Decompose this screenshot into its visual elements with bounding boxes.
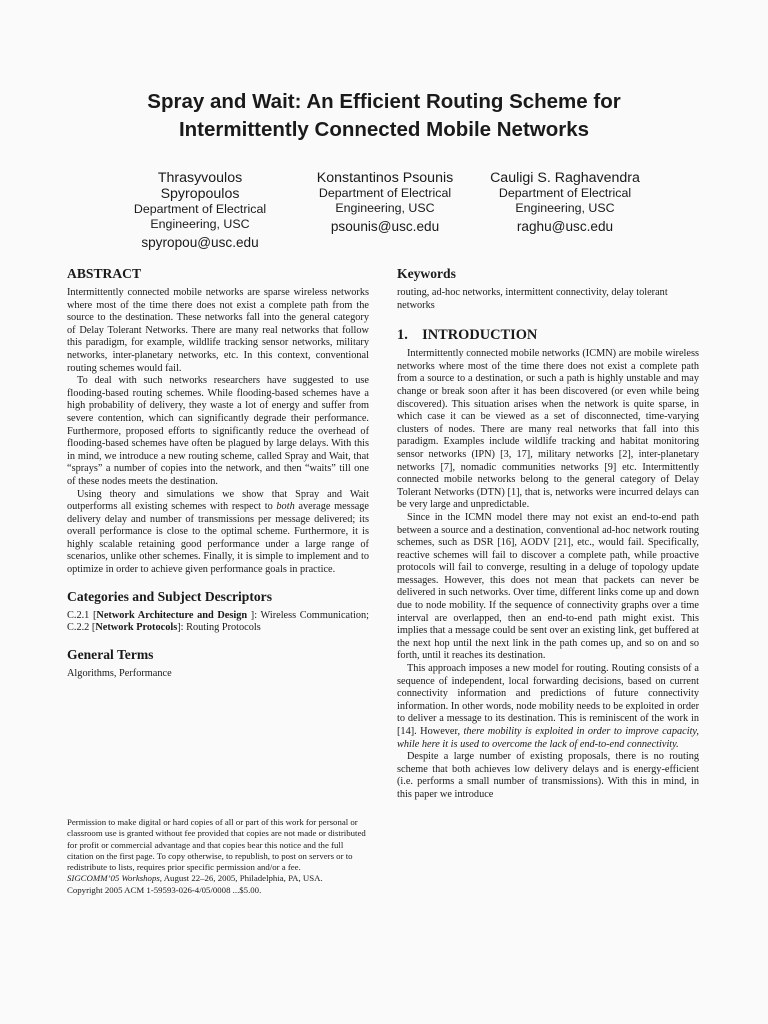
introduction-paragraph: Intermittently connected mobile networks (ICMN) are mobile wireless networks where most of the time there does not exist a complete path from a source to a destination, or such a path is highly unstable and may change or break soon after it has been discovered (or even while being discovered). This situation arises when the network is quite sparse, in which case it can be viewed as a set of disconnected, time-varying clusters of nodes. There are many real networks that fall into this paradigm. Examples include wildlife tracking and habitat monitoring sensor networks (IPN) [3, 17], military networks [2], inter-planetary networks [7], nomadic communities networks [9] etc. Intermittently connected mobile networks belong to the general category of Delay Tolerant Networks (DTN) [1], that is, networks were incurred delays can be very large and unpredictable. <box>397 348 699 511</box>
keywords-heading: Keywords <box>397 266 456 281</box>
author-affiliation-cont: Engineering, USC <box>335 201 435 215</box>
author-name: Thrasyvoulos <box>157 170 243 186</box>
abstract-paragraph: Intermittently connected mobile networks are sparse wireless networks where most of the time there does not exist a complete path from the source to the destination. These networks fall into the general category of Delay Tolerant Networks. There are many real networks that follow this paradigm, for example, wildlife tracking sensor networks, military networks, inter-planetary networks, etc. In this context, conventional routing schemes would fail. <box>67 287 369 374</box>
author-block-3 <box>483 170 647 235</box>
introduction-paragraph: Despite a large number of existing proposals, there is no routing scheme that both achieves low delivery delays and is energy-efficient (i.e. performs a small number of transmissions). With this in mind, in this paper we introduce <box>397 751 699 800</box>
paper-title <box>0 88 768 144</box>
author-block-2 <box>303 170 467 235</box>
footnote-permission: Permission to make digital or hard copies of all or part of this work for personal or classroom use is granted without fee provided that copies are not made or distributed for profit or commercial advantage and that copies bear this notice and the full citation on the first page. To copy otherwise, to republish, to post on servers or to redistribute to lists, requires prior specific permission and/or a fee. <box>67 817 366 873</box>
abstract-paragraph: Using theory and simulations we show that Spray and Wait outperforms all existing schemes with respect to both average message delivery delay and number of transmissions per message delivered; its overall performance is close to the optimal scheme. Furthermore, it is highly scalable retaining good performance under a large range of scenarios, unlike other schemes. Finally, it is simple to implement and to optimize in order to achieve given performance goals in practice. <box>67 488 369 576</box>
general-terms-text: Algorithms, Performance <box>67 667 172 679</box>
author-affiliation-cont: Engineering, USC <box>150 217 250 231</box>
introduction-heading: 1. INTRODUCTION <box>397 327 538 344</box>
footnote-venue: SIGCOMM’05 Workshops, August 22–26, 2005, Philadelphia, PA, USA. <box>67 873 323 884</box>
categories-text: C.2.1 [Network Architecture and Design ]: Wireless Communication; C.2.2 [Network Protocols]: Routing Protocols <box>67 609 370 634</box>
author-affiliation: Department of Electrical <box>498 186 632 200</box>
permission-footnote <box>67 817 369 896</box>
right-column <box>397 265 699 802</box>
general-terms-heading: General Terms <box>67 646 154 662</box>
abstract-paragraph: To deal with such networks researchers have suggested to use flooding-based routing schemes. While flooding-based schemes have a high probability of delivery, they waste a lot of energy and suffer from severe contention, which can significantly degrade their performance. Furthermore, proposed efforts to significantly reduce the overhead of flooding-based schemes have often be plagued by large delays. With this in mind, we introduce a new routing scheme, called Spray and Wait, that “sprays” a number of copies into the network, and then “waits” till one of these nodes meets the destination. <box>67 375 369 487</box>
author-email: psounis@usc.edu <box>330 219 440 234</box>
author-name: Konstantinos Psounis <box>316 170 454 186</box>
author-affiliation: Department of Electrical <box>133 202 267 216</box>
title-line-1: Spray and Wait: An Efficient Routing Scheme for <box>147 90 621 113</box>
introduction-paragraph: Since in the ICMN model there may not exist an end-to-end path between a source and a destination, conventional ad-hoc network routing schemes, such as DSR [16], AODV [21], etc., would fail. Specifically, reactive schemes will fail to discover a complete path, while proactive protocols will fail to converge, resulting in a deluge of topology update messages. However, this does not mean that packets can never be delivered in such networks. Over time, different links come up and down due to node mobility. If the sequence of connectivity graphs over a time interval are overlapped, then an end-to-end path might exist. This implies that a message could be sent over an existing link, get buffered at the next hop until the next link in the path comes up, and so on and so forth, until it reaches its destination. <box>397 511 699 662</box>
categories-heading: Categories and Subject Descriptors <box>67 588 273 604</box>
author-name-cont: Spyropoulos <box>160 186 240 202</box>
left-column <box>67 265 369 680</box>
author-affiliation-cont: Engineering, USC <box>515 201 615 215</box>
keywords-text: routing, ad-hoc networks, intermittent connectivity, delay tolerant networks <box>397 287 668 311</box>
author-email: spyropou@usc.edu <box>141 235 259 250</box>
footnote-copyright: Copyright 2005 ACM 1-59593-026-4/05/0008 ...$5.00. <box>67 884 262 895</box>
author-affiliation: Department of Electrical <box>318 186 452 200</box>
author-name: Cauligi S. Raghavendra <box>490 170 640 186</box>
introduction-paragraph: This approach imposes a new model for routing. Routing consists of a sequence of independent, local forwarding decisions, based on current connectivity information and predictions of future connectivity information. In other words, node mobility needs to be exploited in order to deliver a message to its destination. This is reminiscent of the work in [14]. However, there mobility is exploited in order to improve capacity, while here it is used to overcome the lack of end-to-end connectivity. <box>397 663 700 750</box>
author-block-1 <box>118 170 282 251</box>
title-line-2: Intermittently Connected Mobile Networks <box>178 118 590 141</box>
author-email: raghu@usc.edu <box>516 219 614 234</box>
abstract-heading: ABSTRACT <box>67 266 142 281</box>
